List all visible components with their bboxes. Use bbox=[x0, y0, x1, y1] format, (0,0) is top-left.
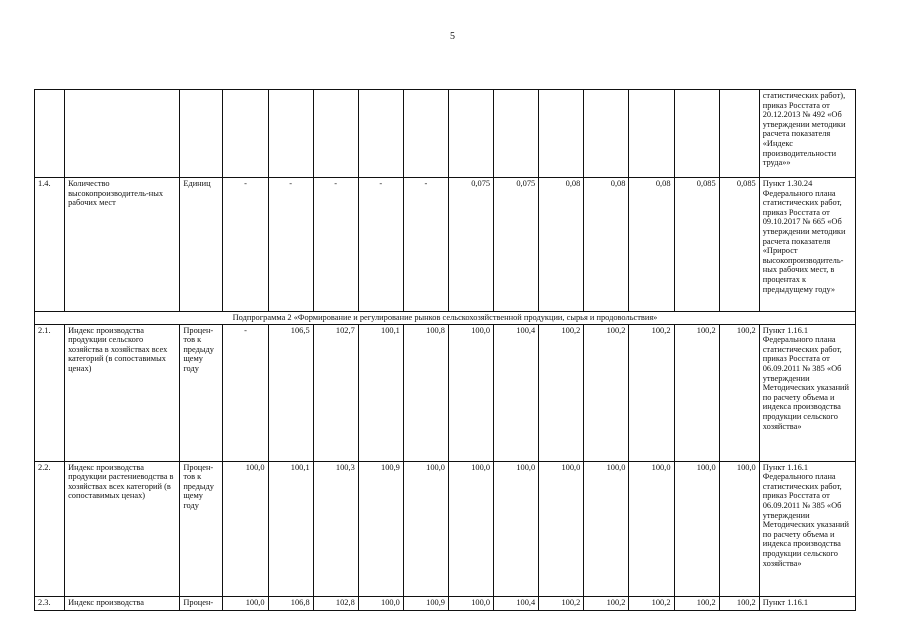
source-note: Пункт 1.30.24 Федерального плана статистических работ, приказ Росстата от 09.10.2017 № 665 «Об утверждении методики расчета показателя «Прирост высокопроизводитель-ных рабочих мест, в процентах к предыдущему году» bbox=[759, 178, 855, 312]
table-row bbox=[35, 596, 856, 610]
value-cell: 100,2 bbox=[629, 324, 674, 461]
unit-cell: Единиц bbox=[180, 178, 223, 312]
value-cell: 0,075 bbox=[448, 178, 493, 312]
value-cell: 100,2 bbox=[719, 596, 759, 610]
table-body bbox=[35, 90, 856, 611]
value-cell: 100,2 bbox=[719, 324, 759, 461]
value-cell: 100,2 bbox=[584, 596, 629, 610]
source-note: Пункт 1.16.1 bbox=[759, 596, 855, 610]
source-note: Пункт 1.16.1 Федерального плана статистических работ, приказ Росстата от 06.09.2011 № 385 «Об утверждении Методических указаний по расчету объема и индекса производства продукции сельского хозяйства» bbox=[759, 324, 855, 461]
unit-cell: Процен- bbox=[180, 596, 223, 610]
value-cell: 100,9 bbox=[358, 461, 403, 596]
value-cell: 100,1 bbox=[358, 324, 403, 461]
indicator-name: Количество высокопроизводитель-ных рабочих мест bbox=[65, 178, 180, 312]
unit-cell: Процен-тов к предыду щему году bbox=[180, 461, 223, 596]
value-cell: 100,0 bbox=[629, 461, 674, 596]
indicator-name: Индекс производства bbox=[65, 596, 180, 610]
value-cell: 102,7 bbox=[313, 324, 358, 461]
value-cell: 100,0 bbox=[719, 461, 759, 596]
value-cell: 102,8 bbox=[313, 596, 358, 610]
value-cell: 100,4 bbox=[494, 324, 539, 461]
value-cell: 0,08 bbox=[629, 178, 674, 312]
subprogram-row bbox=[35, 312, 856, 325]
table-row-continuation bbox=[35, 90, 856, 178]
value-cell: 100,0 bbox=[494, 461, 539, 596]
continuation-note: статистических работ), приказ Росстата от 20.12.2013 № 492 «Об утверждении методики расчета показателя «Индекс производительности труда»» bbox=[759, 90, 855, 178]
value-cell: 100,2 bbox=[539, 324, 584, 461]
value-cell: - bbox=[223, 178, 268, 312]
value-cell: 100,0 bbox=[448, 596, 493, 610]
value-cell: 100,2 bbox=[584, 324, 629, 461]
value-cell: 100,0 bbox=[584, 461, 629, 596]
subprogram-title: Подпрограмма 2 «Формирование и регулирование рынков сельскохозяйственной продукции, сырья и продовольствия» bbox=[35, 312, 856, 325]
indicators-table bbox=[34, 89, 856, 611]
row-number: 2.1. bbox=[35, 324, 65, 461]
value-cell: 100,0 bbox=[674, 461, 719, 596]
table-row bbox=[35, 324, 856, 461]
value-cell: 100,0 bbox=[448, 461, 493, 596]
value-cell: 100,8 bbox=[403, 324, 448, 461]
value-cell: 100,2 bbox=[629, 596, 674, 610]
value-cell: - bbox=[268, 178, 313, 312]
page-number: 5 bbox=[450, 31, 455, 42]
value-cell: 100,2 bbox=[539, 596, 584, 610]
value-cell: 100,1 bbox=[268, 461, 313, 596]
value-cell: 100,2 bbox=[674, 324, 719, 461]
value-cell: - bbox=[358, 178, 403, 312]
value-cell: 0,085 bbox=[719, 178, 759, 312]
row-number: 2.3. bbox=[35, 596, 65, 610]
value-cell: 100,0 bbox=[223, 596, 268, 610]
value-cell: 100,0 bbox=[358, 596, 403, 610]
value-cell: 100,0 bbox=[223, 461, 268, 596]
value-cell: 0,08 bbox=[539, 178, 584, 312]
row-number: 1.4. bbox=[35, 178, 65, 312]
value-cell: - bbox=[223, 324, 268, 461]
value-cell: 106,5 bbox=[268, 324, 313, 461]
value-cell: 100,0 bbox=[448, 324, 493, 461]
value-cell: 100,0 bbox=[403, 461, 448, 596]
row-number: 2.2. bbox=[35, 461, 65, 596]
indicator-name: Индекс производства продукции растениеводства в хозяйствах всех категорий (в сопоставимых ценах) bbox=[65, 461, 180, 596]
value-cell: 106,8 bbox=[268, 596, 313, 610]
value-cell: - bbox=[313, 178, 358, 312]
table-row bbox=[35, 461, 856, 596]
value-cell: 0,08 bbox=[584, 178, 629, 312]
unit-cell: Процен-тов к предыду щему году bbox=[180, 324, 223, 461]
value-cell: 100,3 bbox=[313, 461, 358, 596]
source-note: Пункт 1.16.1 Федерального плана статистических работ, приказ Росстата от 06.09.2011 № 385 «Об утверждении Методических указаний по расчету объема и индекса производства продукции сельского хозяйства» bbox=[759, 461, 855, 596]
table-row bbox=[35, 178, 856, 312]
value-cell: 100,2 bbox=[674, 596, 719, 610]
value-cell: 0,085 bbox=[674, 178, 719, 312]
value-cell: 100,9 bbox=[403, 596, 448, 610]
value-cell: 0,075 bbox=[494, 178, 539, 312]
indicator-name: Индекс производства продукции сельского хозяйства в хозяйствах всех категорий (в сопоставимых ценах) bbox=[65, 324, 180, 461]
value-cell: 100,4 bbox=[494, 596, 539, 610]
value-cell: 100,0 bbox=[539, 461, 584, 596]
value-cell: - bbox=[403, 178, 448, 312]
